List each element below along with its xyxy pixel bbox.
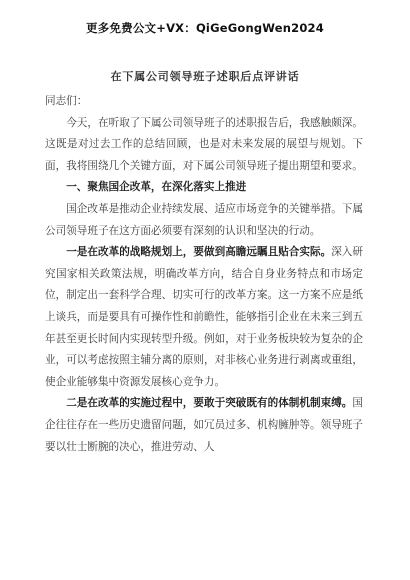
point-text: 国企往往存在一些历史遗留问题，如冗员过多、机构臃肿等。领导班子要以壮士断腕的决心，推进劳动、人 xyxy=(45,397,363,453)
section-heading: 一、聚焦国企改革，在深化落实上推进 xyxy=(66,181,247,194)
page-title: 在下属公司领导班子述职后点评讲话 xyxy=(110,70,300,83)
document-body xyxy=(45,91,363,458)
point-paragraph xyxy=(45,393,363,458)
point-lead: 一是在改革的战略规划上，要做到高瞻远瞩且贴合实际。 xyxy=(66,246,332,259)
point-text: 深入研究国家相关政策法规，明确改革方向，结合自身业务特点和市场定位，制定出一套科学合理、切实可行的改革方案。这一方案不应是纸上谈兵，而是要具有可操作性和前瞻性，能够指引企业在未来三到五年甚至更长时间内实现转型升级。例如，对于业务板块较为复杂的企业，可以考虑按照主辅分离的原则，对非核心业务进行剥离或重组，使企业能够集中资源发展核心竞争力。 xyxy=(45,246,363,388)
point-lead: 二是在改革的实施过程中，要敢于突破既有的体制机制束缚。 xyxy=(66,397,353,410)
promo-header: 更多免费公文+VX：QiGeGongWen2024 xyxy=(86,21,324,35)
salutation: 同志们： xyxy=(45,95,88,107)
section-paragraph: 国企改革是推动企业持续发展、适应市场竞争的关键举措。下属公司领导班子在这方面必须要有深刻的认识和坚决的行动。 xyxy=(45,202,363,237)
point-paragraph xyxy=(45,242,363,393)
intro-paragraph: 今天，在听取了下属公司领导班子的述职报告后，我感触颇深。这既是对过去工作的总结回顾，也是对未来发展的展望与规划。下面，我将围绕几个关键方面，对下属公司领导班子提出期望和要求。 xyxy=(45,116,363,172)
